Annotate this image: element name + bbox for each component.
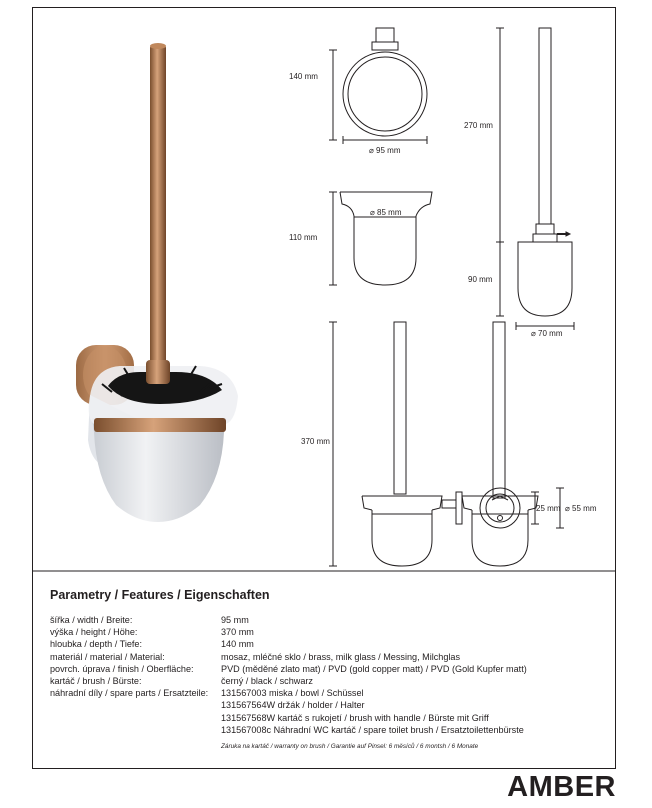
- parameter-value: 131567003 miska / bowl / Schüssel: [221, 688, 364, 699]
- dim-holder-height: 140 mm: [289, 72, 318, 81]
- dim-bowl-height: 110 mm: [289, 233, 318, 242]
- assembly-side-drawing: [329, 322, 462, 566]
- glass-bowl: [92, 418, 226, 522]
- parameter-value: černý / black / schwarz: [221, 675, 313, 686]
- parameter-label: povrch. úprava / finish / Oberfläche:: [50, 663, 194, 674]
- parameters-title: Parametry / Features / Eigenschaften: [50, 588, 270, 602]
- assembly-front-drawing: [462, 322, 564, 566]
- parameter-value: 140 mm: [221, 639, 254, 650]
- brand-logo: AMBER: [507, 771, 616, 803]
- dim-handle-length: 270 mm: [464, 121, 493, 130]
- parameter-label: výška / height / Höhe:: [50, 627, 138, 638]
- dim-holder-diameter: ⌀ 95 mm: [369, 146, 401, 155]
- parameter-row: [50, 687, 610, 699]
- parameters-table: [50, 614, 610, 736]
- warranty-note: Záruka na kartáč / warranty on brush / Garantie auf Pinsel: 6 měsíců / 6 montsh / 6 Monate: [221, 743, 479, 750]
- holder-ring: [94, 418, 226, 432]
- parameter-row: [50, 724, 610, 736]
- parameter-label: kartáč / brush / Bürste:: [50, 675, 142, 686]
- dim-rosette-diameter: ⌀ 55 mm: [565, 504, 597, 513]
- parameter-row: [50, 699, 610, 711]
- brush-drawing: [496, 28, 574, 330]
- parameter-value: PVD (měděné zlato mat) / PVD (gold copper matt) / PVD (Gold Kupfer matt): [221, 663, 527, 674]
- parameter-row: [50, 663, 610, 675]
- product-photo: [76, 43, 238, 522]
- holder-front-drawing: [329, 28, 427, 144]
- parameter-value: 95 mm: [221, 615, 249, 625]
- dim-bowl-diameter: ⌀ 85 mm: [370, 208, 402, 217]
- parameter-label: hloubka / depth / Tiefe:: [50, 639, 143, 650]
- bowl-drawing: [329, 192, 432, 285]
- parameter-value: 131567568W kartáč s rukojetí / brush with handle / Bürste mit Griff: [221, 712, 489, 723]
- parameter-row: [50, 638, 610, 650]
- parameter-row: [50, 651, 610, 663]
- parameter-label: materiál / material / Material:: [50, 651, 165, 662]
- dim-total-height: 370 mm: [301, 437, 330, 446]
- dim-brush-height: 90 mm: [468, 275, 493, 284]
- parameter-value: 370 mm: [221, 627, 254, 638]
- parameter-label: šířka / width / Breite:: [50, 615, 133, 625]
- dim-rosette-depth: 25 mm: [536, 504, 561, 513]
- dim-brush-diameter: ⌀ 70 mm: [531, 329, 563, 338]
- handle: [150, 45, 166, 375]
- parameters-section: [50, 588, 610, 736]
- parameter-value: 131567564W držák / holder / Halter: [221, 700, 365, 711]
- parameter-row: [50, 712, 610, 724]
- parameter-row: [50, 614, 610, 626]
- parameter-label: náhradní díly / spare parts / Ersatzteile:: [50, 688, 209, 699]
- parameter-row: [50, 626, 610, 638]
- parameter-value: mosaz, mléčné sklo / brass, milk glass / Messing, Milchglas: [221, 651, 461, 662]
- parameter-value: 131567008c Náhradní WC kartáč / spare toilet brush / Ersatztoilettenbürste: [221, 724, 524, 735]
- parameter-row: [50, 675, 610, 687]
